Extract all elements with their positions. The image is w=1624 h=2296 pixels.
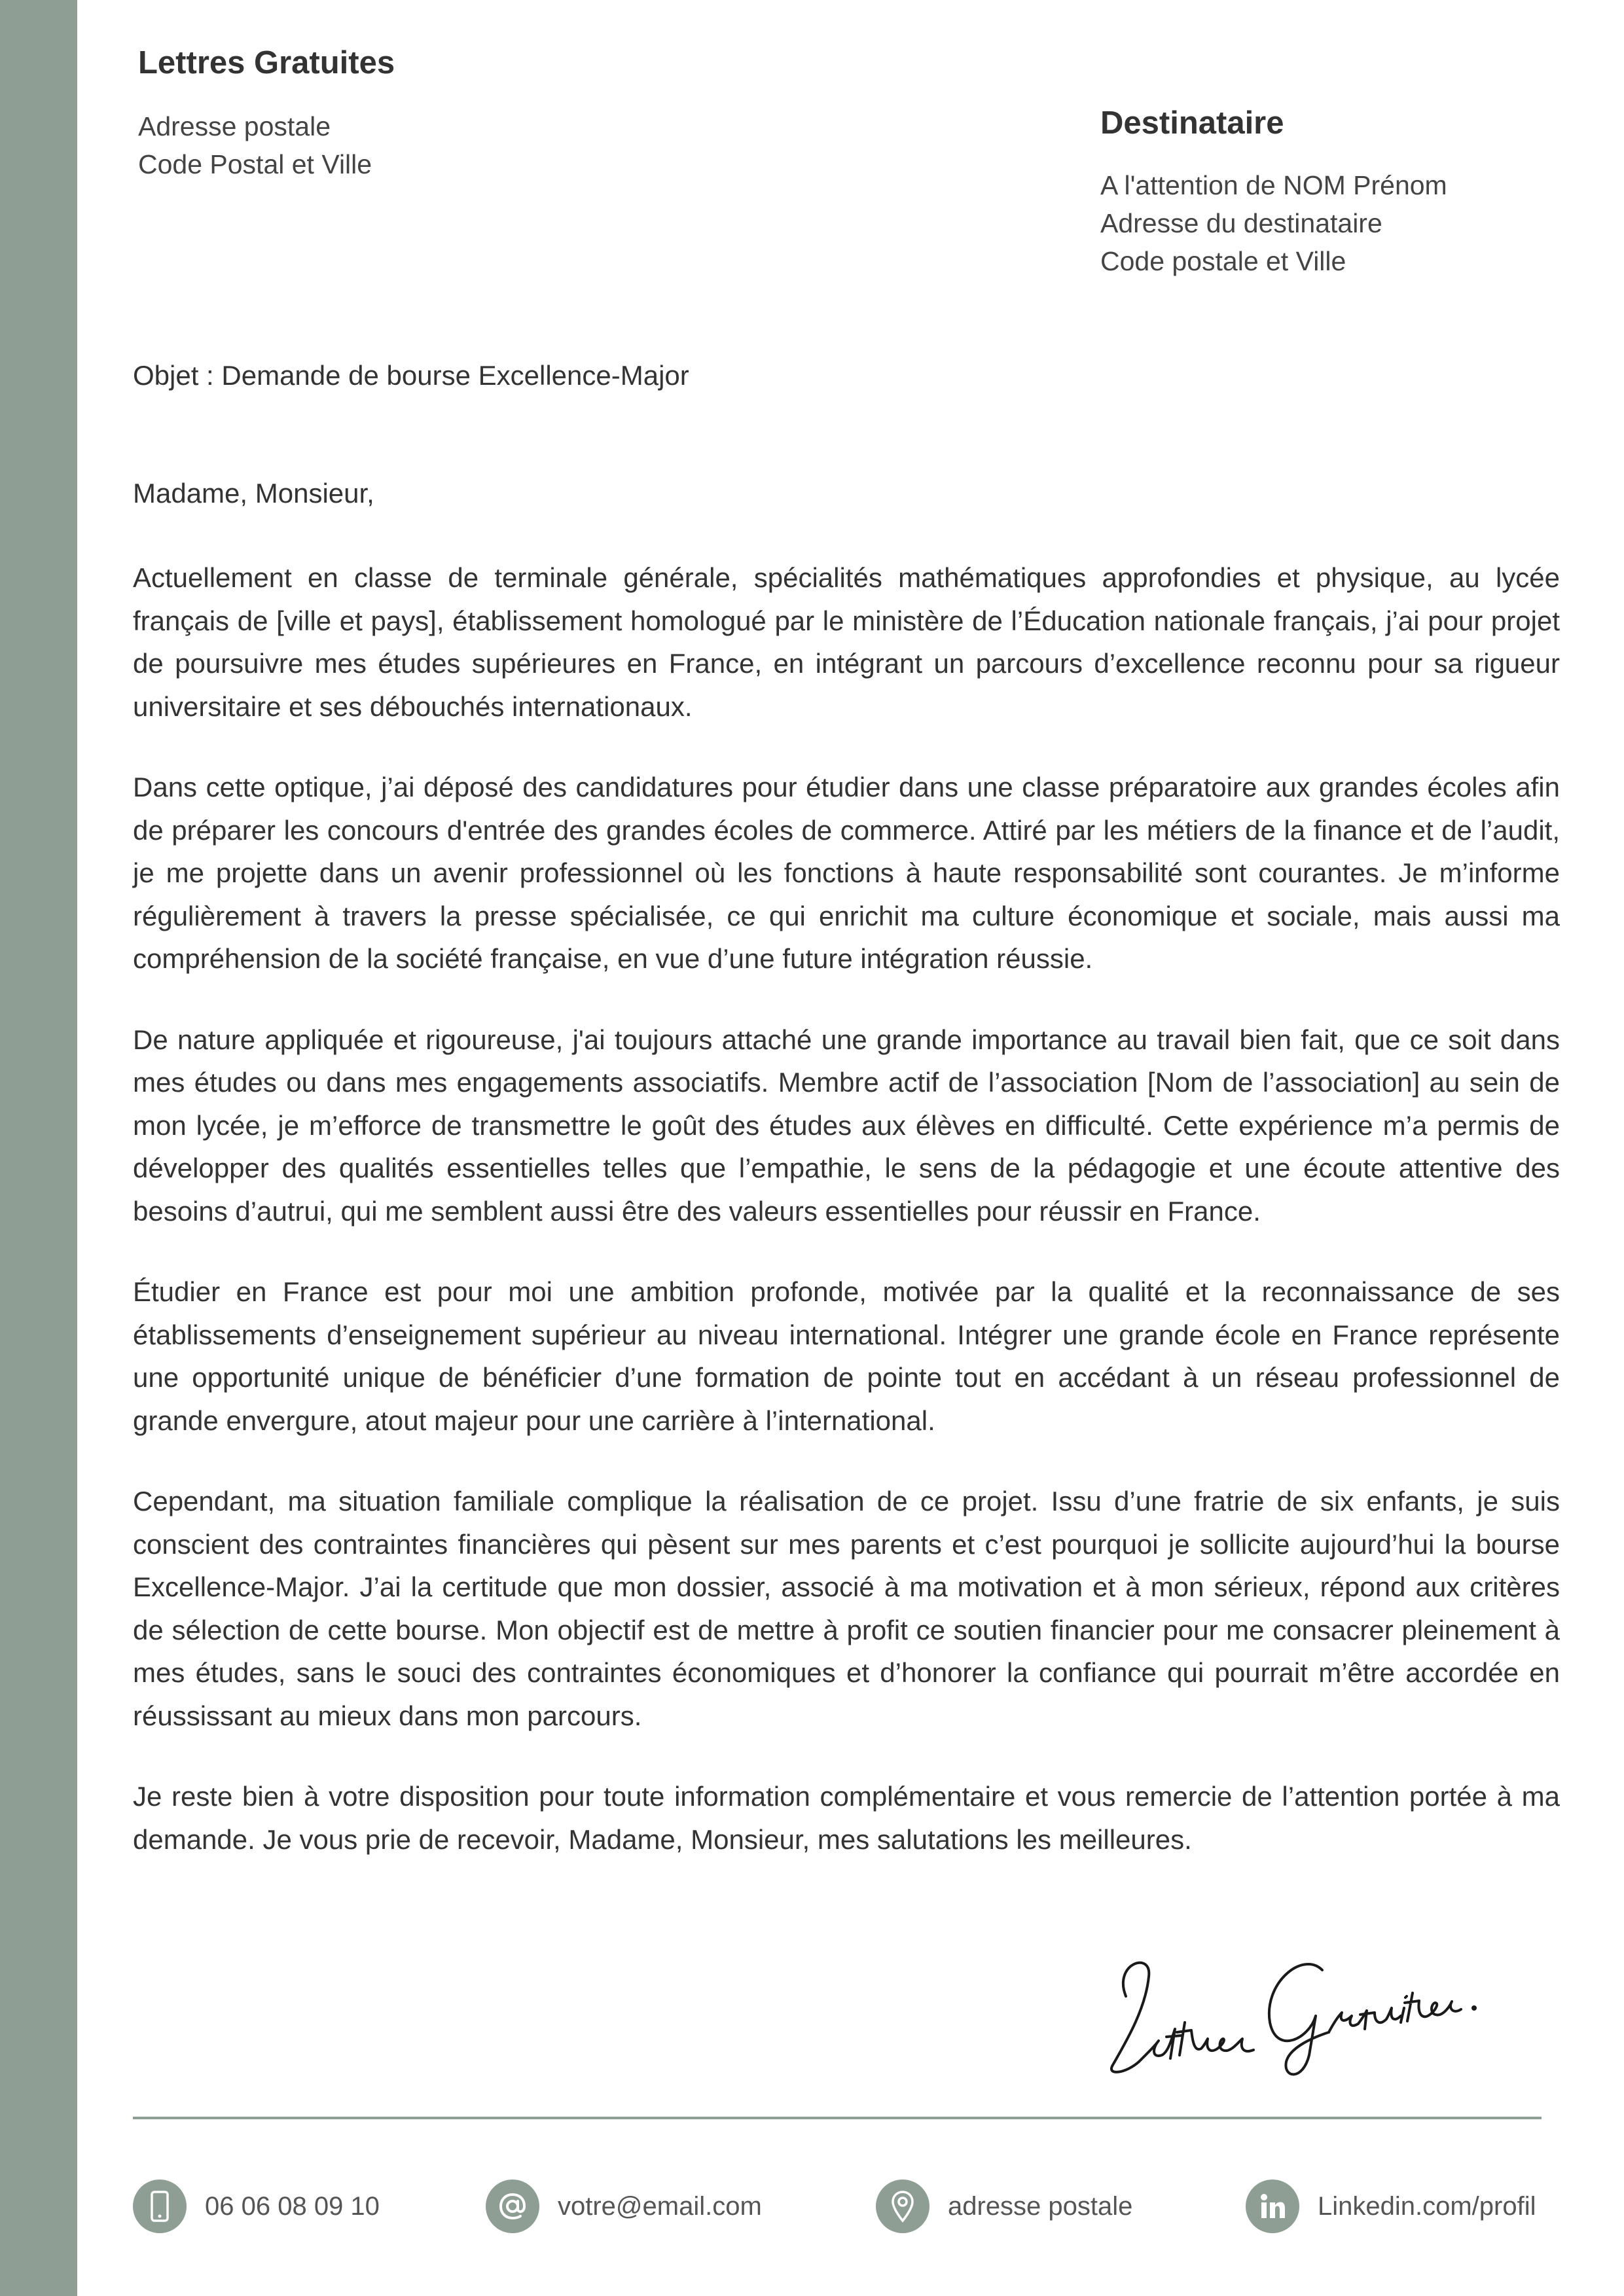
paragraph: Dans cette optique, j’ai déposé des candidatures pour étudier dans une classe préparatoire aux grandes écoles afin de préparer les concours d'entrée des grandes écoles de commerce. Attiré par les métiers de la finance et de l’audit, je me projette dans un avenir professionnel où les fonctions à haute responsabilité sont courantes. Je m’informe régulièrement à travers la presse spécialisée, ce qui enrichit ma culture économique et sociale, mais aussi ma compréhension de la société française, en vue d’une future intégration réussie.	[133, 772, 1560, 974]
letter-subject: Objet : Demande de bourse Excellence-Major	[133, 360, 689, 391]
side-accent-band	[0, 0, 77, 2296]
contact-email-text: votre@email.com	[558, 2191, 762, 2221]
sender-address-line1: Adresse postale	[138, 111, 331, 141]
paragraph: Cependant, ma situation familiale complique la réalisation de ce projet. Issu d’une fratrie de six enfants, je suis conscient des contraintes financières qui pèsent sur mes parents et c’est pourquoi je sollicite aujourd’hui la bourse Excellence-Major. J’ai la certitude que mon dossier, associé à ma motivation et à mon sérieux, répond aux critères de sélection de cette bourse. Mon objectif est de mettre à profit ce soutien financier pour me consacrer pleinement à mes études, sans le souci des contraintes économiques et d’honorer la confiance qui pourrait m’être accordée en réussissant au mieux dans mon parcours.	[133, 1486, 1560, 1731]
linkedin-icon	[1246, 2179, 1299, 2233]
recipient-line1: A l'attention de NOM Prénom	[1100, 170, 1447, 200]
paragraph: Étudier en France est pour moi une ambition profonde, motivée par la qualité et la reconnaissance de ses établissements d’enseignement supérieur au niveau international. Intégrer une grande école en France représente une opportunité unique de bénéficier d’une formation de pointe tout en accédant à un réseau professionnel de grande envergure, atout majeur pour une carrière à l’international.	[133, 1276, 1560, 1436]
contact-linkedin-text: Linkedin.com/profil	[1318, 2191, 1536, 2221]
phone-icon	[133, 2179, 187, 2233]
contact-phone	[133, 2179, 380, 2233]
paragraph: De nature appliquée et rigoureuse, j'ai toujours attaché une grande importance au travail bien fait, que ce soit dans mes études ou dans mes engagements associatifs. Membre actif de l’association [Nom de l’association] au sein de mon lycée, je m’efforce de transmettre le goût des études aux élèves en difficulté. Cette expérience m’a permis de développer des qualités essentielles telles que l’empathie, le sens de la pédagogie et une écoute attentive des besoins d’autrui, qui me semblent aussi être des valeurs essentielles pour réussir en France.	[133, 1024, 1560, 1227]
letter-body	[133, 556, 1560, 1899]
sender-block	[138, 46, 395, 183]
contact-email	[486, 2179, 762, 2233]
contact-address	[876, 2179, 1132, 2233]
location-pin-icon	[876, 2179, 929, 2233]
letter-salutation: Madame, Monsieur,	[133, 478, 374, 509]
sender-name: Lettres Gratuites	[138, 45, 395, 81]
sender-address-line2: Code Postal et Ville	[138, 149, 372, 179]
recipient-title: Destinataire	[1100, 105, 1284, 141]
contact-linkedin	[1246, 2179, 1536, 2233]
email-icon	[486, 2179, 539, 2233]
contact-phone-text: 06 06 08 09 10	[205, 2191, 380, 2221]
contact-address-text: adresse postale	[948, 2191, 1133, 2221]
paragraph: Actuellement en classe de terminale générale, spécialités mathématiques approfondies et physique, au lycée français de [ville et pays], établissement homologué par le ministère de l’Éducation nationale français, j’ai pour projet de poursuivre mes études supérieures en France, en intégrant un parcours d’excellence reconnu pour sa rigueur universitaire et ses débouchés internationaux.	[133, 562, 1560, 722]
footer-divider	[133, 2117, 1542, 2119]
recipient-line3: Code postale et Ville	[1100, 245, 1346, 276]
handwritten-signature	[1087, 1924, 1492, 2081]
recipient-line2: Adresse du destinataire	[1100, 207, 1382, 238]
paragraph: Je reste bien à votre disposition pour toute information complémentaire et vous remercie de l’attention portée à ma demande. Je vous prie de recevoir, Madame, Monsieur, mes salutations les meilleures.	[133, 1781, 1560, 1855]
recipient-block	[1100, 106, 1447, 280]
